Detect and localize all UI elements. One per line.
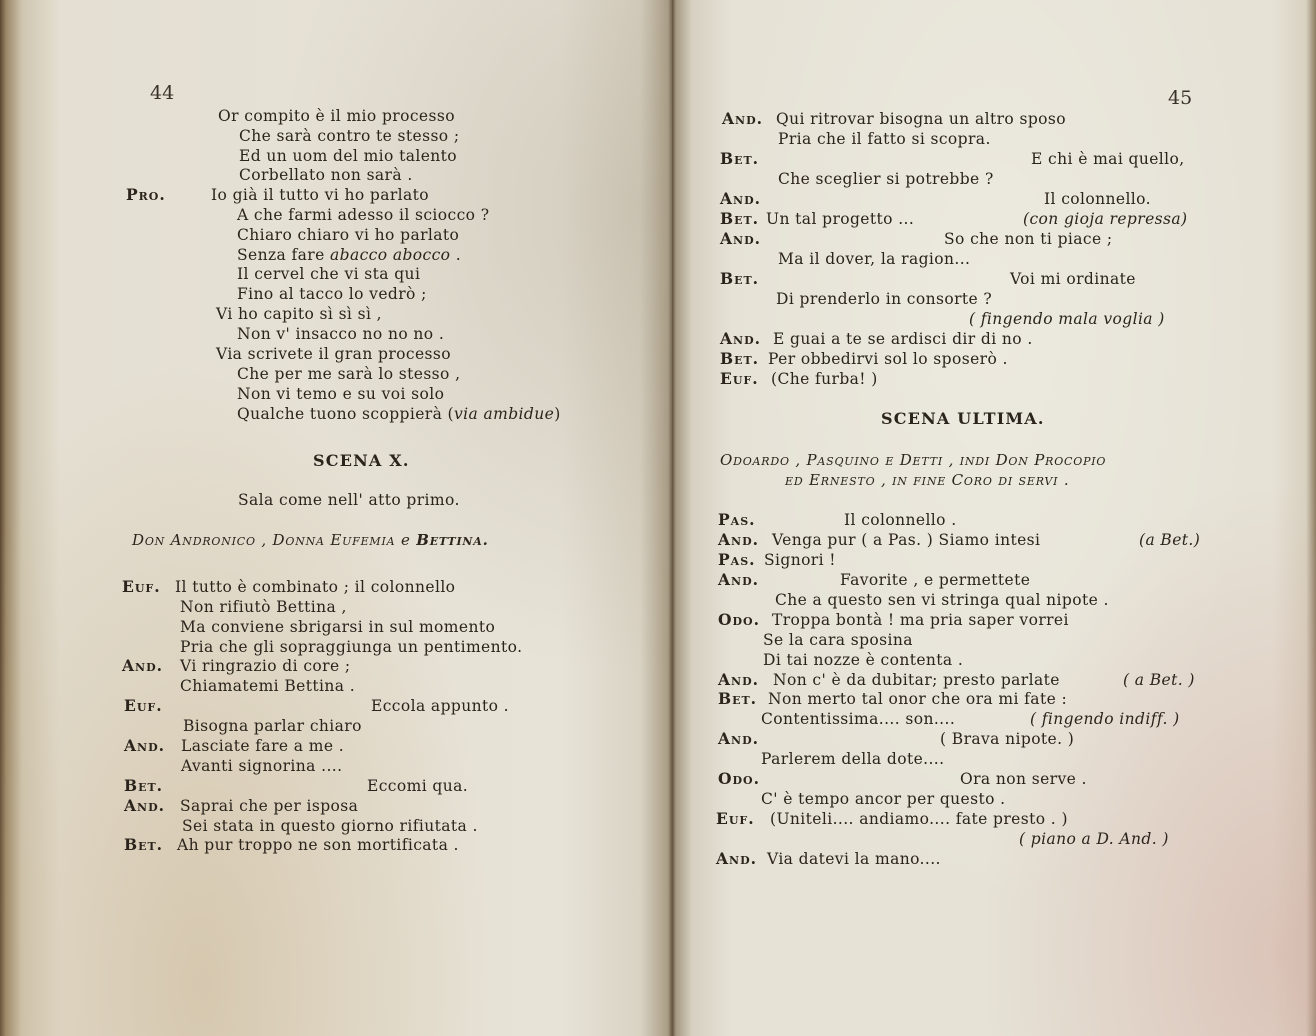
speaker-label: And.	[718, 570, 760, 589]
verse-line: A che farmi adesso il sciocco ?	[237, 206, 490, 224]
speaker-label: And.	[716, 849, 758, 868]
verse-line: Non vi temo e su voi solo	[237, 385, 445, 403]
dialogue-line: C' è tempo ancor per questo .	[761, 790, 1006, 808]
speaker-label: Pro.	[126, 185, 166, 204]
verse-line: Or compito è il mio processo	[218, 107, 455, 125]
dialogue-line: Di tai nozze è contenta .	[763, 651, 964, 669]
dialogue-line: Per obbedirvi sol lo sposerò .	[768, 350, 1008, 368]
dialogue-line: ( Brava nipote. )	[940, 730, 1075, 748]
dialogue-line: Troppa bontà ! ma pria saper vorrei	[772, 611, 1069, 629]
dialogue-line: Chiamatemi Bettina .	[180, 677, 356, 695]
dialogue-line: So che non ti piace ;	[944, 230, 1113, 248]
speaker-label: And.	[722, 109, 764, 128]
dialogue-line: Vi ringrazio di core ;	[180, 657, 351, 675]
stage-direction: ( piano a D. And. )	[1019, 830, 1169, 848]
speaker-label: And.	[720, 329, 762, 348]
speaker-label: And.	[718, 729, 760, 748]
dialogue-line: Un tal progetto ...	[766, 210, 915, 228]
speaker-label: Bet.	[720, 149, 760, 168]
dialogue-line: Contentissima.... son....	[761, 710, 956, 728]
speaker-label: And.	[720, 189, 762, 208]
dialogue-line: Che a questo sen vi stringa qual nipote .	[775, 591, 1109, 609]
scene-heading: SCENA X.	[313, 451, 410, 470]
speaker-label: Euf.	[716, 809, 755, 828]
speaker-label: And.	[124, 796, 166, 815]
dialogue-line: Ora non serve .	[960, 770, 1087, 788]
speaker-label: And.	[718, 530, 760, 549]
verse-line: Via scrivete il gran processo	[216, 345, 451, 363]
dialogue-line: Avanti signorina ....	[181, 757, 343, 775]
speaker-label: Bet.	[124, 835, 164, 854]
verse-line: Corbellato non sarà .	[239, 166, 413, 184]
dialogue-line: Lasciate fare a me .	[181, 737, 345, 755]
cast-list: Odoardo , Pasquino e Detti , indi Don Procopio	[720, 451, 1107, 469]
dialogue-line: Signori !	[764, 551, 836, 569]
dialogue-line: Se la cara sposina	[763, 631, 913, 649]
dialogue-line: Pria che il fatto si scopra.	[778, 130, 991, 148]
dialogue-line: Non c' è da dubitar; presto parlate	[773, 671, 1060, 689]
verse-line: Qualche tuono scoppierà (via ambidue)	[237, 405, 561, 423]
dialogue-line: Venga pur ( a Pas. ) Siamo intesi	[772, 531, 1041, 549]
dialogue-line: Qui ritrovar bisogna un altro sposo	[776, 110, 1066, 128]
speaker-label: Euf.	[720, 369, 759, 388]
speaker-label: Odo.	[718, 610, 761, 629]
speaker-label: Bet.	[718, 689, 758, 708]
dialogue-line: Non merto tal onor che ora mi fate :	[768, 690, 1068, 708]
dialogue-line: Di prenderlo in consorte ?	[776, 290, 993, 308]
speaker-label: Bet.	[720, 349, 760, 368]
dialogue-line: Eccomi qua.	[367, 777, 469, 795]
cast-list: Don Andronico , Donna Eufemia e Bettina.	[132, 531, 489, 549]
speaker-label: Bet.	[720, 209, 760, 228]
dialogue-line: Ma il dover, la ragion...	[778, 250, 971, 268]
verse-line: Che per me sarà lo stesso ,	[237, 365, 461, 383]
stage-direction: ( fingendo indiff. )	[1030, 710, 1180, 728]
dialogue-line: Il colonnello .	[844, 511, 957, 529]
speaker-label: And.	[718, 670, 760, 689]
verse-line: Fino al tacco lo vedrò ;	[237, 285, 427, 303]
stage-direction: (con gioja repressa)	[1023, 210, 1188, 228]
verse-line: Senza fare abacco abocco .	[237, 246, 462, 264]
cast-list: ed Ernesto , in fine Coro di servi .	[785, 471, 1070, 489]
speaker-label: And.	[124, 736, 166, 755]
dialogue-line: Ma conviene sbrigarsi in sul momento	[180, 618, 496, 636]
dialogue-line: Non rifiutò Bettina ,	[180, 598, 347, 616]
speaker-label: Bet.	[124, 776, 164, 795]
dialogue-line: Che sceglier si potrebbe ?	[778, 170, 994, 188]
dialogue-line: Via datevi la mano....	[767, 850, 941, 868]
dialogue-line: Parlerem della dote....	[761, 750, 945, 768]
dialogue-line: Il tutto è combinato ; il colonnello	[175, 578, 456, 596]
dialogue-line: Voi mi ordinate	[1010, 270, 1136, 288]
stage-direction: ( a Bet. )	[1123, 671, 1195, 689]
scene-setting: Sala come nell' atto primo.	[238, 491, 460, 509]
speaker-label: Pas.	[718, 550, 756, 569]
page-number: 45	[1168, 87, 1193, 109]
scene-heading: SCENA ULTIMA.	[881, 409, 1045, 428]
verse-line: Io già il tutto vi ho parlato	[211, 186, 430, 204]
dialogue-line: E chi è mai quello,	[1031, 150, 1185, 168]
dialogue-line: Il colonnello.	[1044, 190, 1151, 208]
verse-line: Che sarà contro te stesso ;	[239, 127, 460, 145]
verse-line: Vi ho capito sì sì sì ,	[216, 305, 382, 323]
dialogue-line: Saprai che per isposa	[180, 797, 359, 815]
page-number: 44	[150, 82, 175, 104]
dialogue-line: (Uniteli.... andiamo.... fate presto . )	[770, 810, 1068, 828]
speaker-label: Odo.	[718, 769, 761, 788]
stage-direction: (a Bet.)	[1139, 531, 1201, 549]
dialogue-line: Bisogna parlar chiaro	[183, 717, 362, 735]
dialogue-line: (Che furba! )	[771, 370, 878, 388]
speaker-label: Euf.	[122, 577, 161, 596]
right-page	[672, 0, 1316, 1036]
dialogue-line: Favorite , e permettete	[840, 571, 1031, 589]
verse-line: Chiaro chiaro vi ho parlato	[237, 226, 460, 244]
speaker-label: And.	[122, 656, 164, 675]
verse-line: Ed un uom del mio talento	[239, 147, 458, 165]
speaker-label: Pas.	[718, 510, 756, 529]
dialogue-line: E guai a te se ardisci dir di no .	[773, 330, 1033, 348]
dialogue-line: Sei stata in questo giorno rifiutata .	[182, 817, 478, 835]
dialogue-line: Pria che gli sopraggiunga un pentimento.	[180, 638, 523, 656]
speaker-label: Euf.	[124, 696, 163, 715]
dialogue-line: Eccola appunto .	[371, 697, 509, 715]
verse-line: Non v' insacco no no no .	[237, 325, 445, 343]
verse-line: Il cervel che vi sta qui	[237, 265, 421, 283]
speaker-label: And.	[720, 229, 762, 248]
speaker-label: Bet.	[720, 269, 760, 288]
stage-direction: ( fingendo mala voglia )	[969, 310, 1165, 328]
dialogue-line: Ah pur troppo ne son mortificata .	[177, 836, 459, 854]
